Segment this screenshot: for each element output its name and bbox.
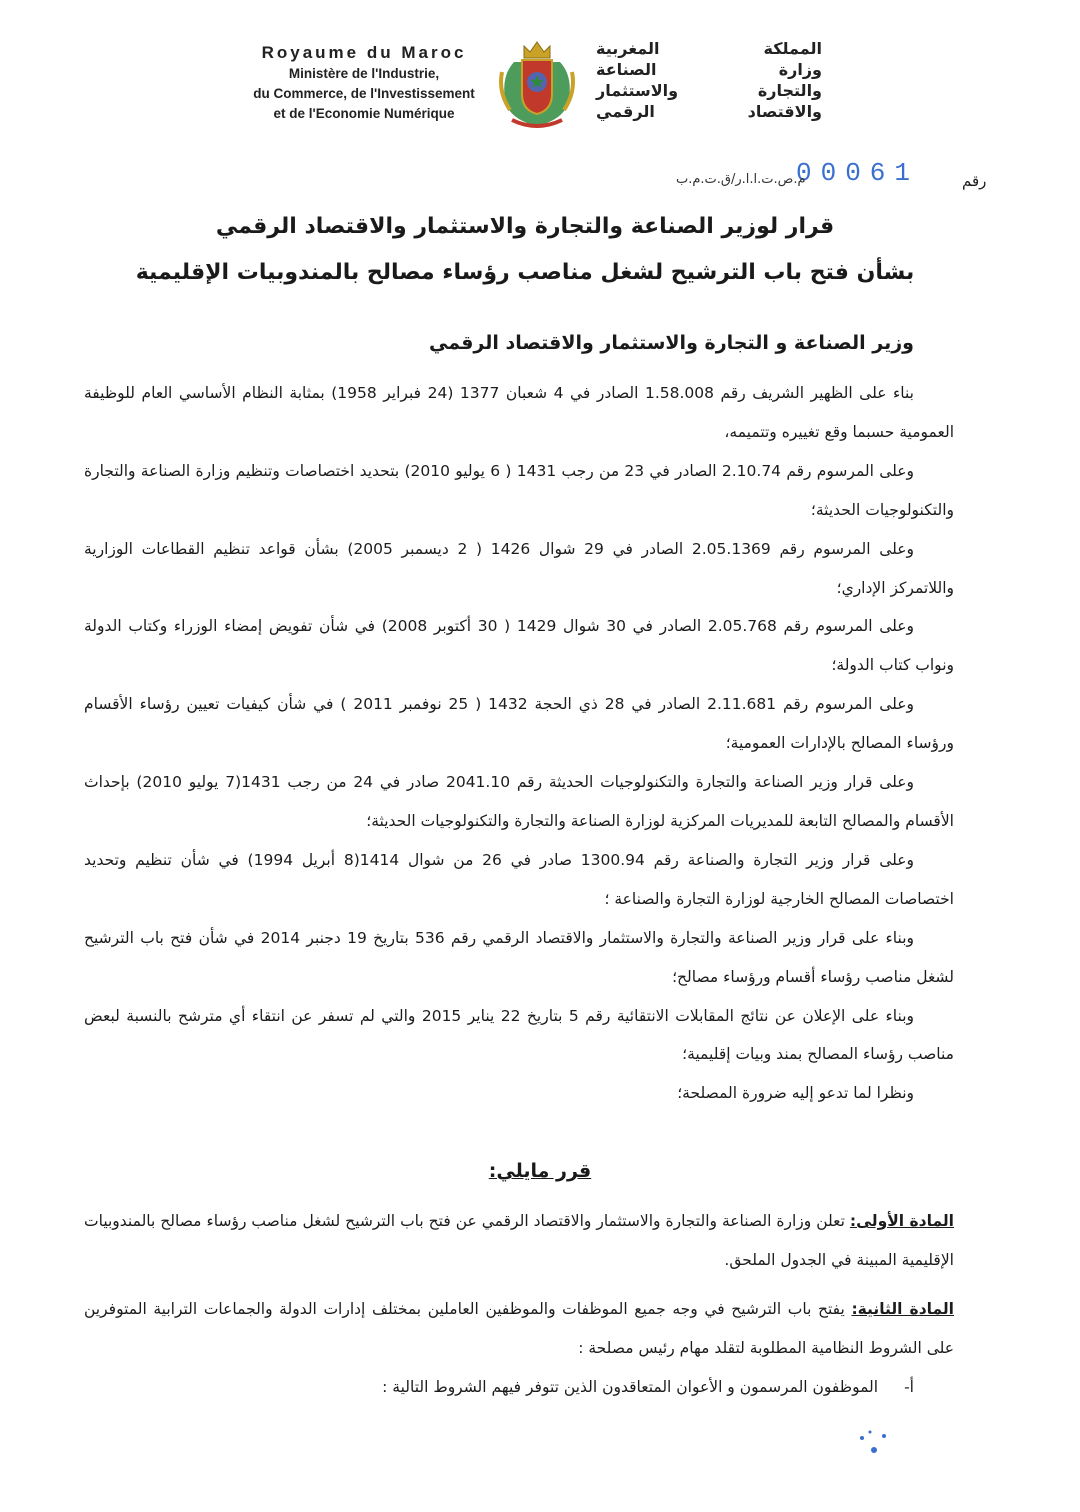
scan-speck-icon [852, 1428, 902, 1468]
preamble-paragraph: وعلى المرسوم رقم 2.05.768 الصادر في 30 شوال 1429 ( 30 أكتوبر 2008) في شأن تفويض إمضاء الوزراء وكتاب الدولة ونواب كتاب الدولة؛ [84, 617, 954, 675]
letterhead-fr-line: Royaume du Maroc [261, 43, 467, 62]
article-label: المادة الثانية: [851, 1299, 954, 1318]
minister-heading: وزير الصناعة و التجارة والاستثمار والاقتصاد الرقمي [429, 332, 914, 354]
letterhead-ar-line: وزارة الصناعة [596, 60, 822, 79]
letterhead-fr-line: Ministère de l'Industrie, [288, 66, 440, 81]
preamble-paragraph: وبناء على الإعلان عن نتائج المقابلات الانتقائية رقم 5 بتاريخ 22 يناير 2015 والتي لم تسفر عن انتقاء أي مترشح بالنسبة لبعض مناصب رؤساء المصالح بمند وبيات إقليمية؛ [84, 1006, 954, 1064]
preamble-paragraph: ونظرا لما تدعو إليه ضرورة المصلحة؛ [677, 1084, 914, 1103]
article-text: يفتح باب الترشيح في وجه جميع الموظفات والموظفين العاملين بمختلف إدارات الدولة والجماعات الترابية المتوفرين على الشروط النظامية المطلوبة لتقلد مهام رئيس مصلحة : [84, 1299, 954, 1357]
preamble-paragraph: وعلى المرسوم رقم 2.10.74 الصادر في 23 من رجب 1431 ( 6 يوليو 2010) بتحديد اختصاصات وتنظيم وزارة الصناعة والتجارة والتكنولوجيات الحديثة؛ [84, 461, 954, 519]
letterhead-fr-line: du Commerce, de l'Investissement [253, 86, 475, 101]
list-item-marker: أ- [904, 1377, 914, 1396]
articles [84, 1202, 954, 1407]
letterhead-ar-line: والتجارة والاستثمار [596, 81, 822, 100]
decree-title-line-1: قرار لوزير الصناعة والتجارة والاستثمار والاقتصاد الرقمي [215, 214, 835, 239]
article [84, 1202, 954, 1280]
decision-heading: قرر مايلي: [488, 1160, 592, 1182]
preamble-paragraph: وبناء على قرار وزير الصناعة والتجارة والاستثمار والاقتصاد الرقمي رقم 536 بتاريخ 19 دجنبر 2014 في شأن فتح باب الترشيح لشغل مناصب رؤساء أقسام ورؤساء مصالح؛ [84, 928, 954, 986]
royal-emblem-icon [492, 32, 582, 132]
letterhead-fr-line: et de l'Economie Numérique [273, 106, 455, 121]
preamble-paragraph: بناء على الظهير الشريف رقم 1.58.008 الصادر في 4 شعبان 1377 (24 فبراير 1958) بمثابة النظام الأساسي العام للوظيفة العمومية حسبما وقع تغييره وتتميمه، [84, 384, 954, 441]
list-item [84, 1368, 954, 1407]
preamble [84, 374, 954, 1113]
letterhead-ar-line: المملكة المغربية [596, 39, 822, 58]
reference-label: رقم [962, 172, 987, 190]
letterhead-french [250, 42, 478, 124]
article [84, 1290, 954, 1368]
preamble-paragraph: وعلى المرسوم رقم 2.11.681 الصادر في 28 ذي الحجة 1432 ( 25 نوفمبر 2011 ) في شأن كيفيات تعيين رؤساء الأقسام ورؤساء المصالح بالإدارات العمومية؛ [84, 695, 954, 753]
decree-title-line-2: بشأن فتح باب الترشيح لشغل مناصب رؤساء مصالح بالمندوبيات الإقليمية [135, 260, 915, 285]
reference-code: م.ص.ت.ا.ا.ر/ق.ت.م.ب [676, 172, 806, 187]
list-item-text: الموظفون المرسمون و الأعوان المتعاقدون الذين تتوفر فيهم الشروط التالية : [382, 1377, 879, 1396]
preamble-paragraph: وعلى قرار وزير الصناعة والتجارة والتكنولوجيات الحديثة رقم 2041.10 صادر في 24 من رجب 1431(7 يوليو 2010) بإحداث الأقسام والمصالح التابعة للمديريات المركزية لوزارة الصناعة والتجارة والتكنولوجيات الحديثة؛ [84, 773, 954, 830]
letterhead-ar-line: والاقتصاد الرقمي [596, 102, 822, 121]
article-text: تعلن وزارة الصناعة والتجارة والاستثمار والاقتصاد الرقمي عن فتح باب الترشيح لشغل مناصب رؤساء مصالح بالمندوبيات الإقليمية المبينة في الجدول الملحق. [84, 1212, 954, 1269]
letterhead-arabic [596, 38, 822, 122]
reference-number-stamp: 00061 [796, 158, 920, 188]
preamble-paragraph: وعلى قرار وزير التجارة والصناعة رقم 1300.94 صادر في 26 من شوال 1414(8 أبريل 1994) في شأن تنظيم وتحديد اختصاصات المصالح الخارجية لوزارة التجارة والصناعة ؛ [84, 850, 954, 908]
article-label: المادة الأولى: [849, 1212, 954, 1230]
preamble-paragraph: وعلى المرسوم رقم 2.05.1369 الصادر في 29 شوال 1426 ( 2 ديسمبر 2005) بشأن قواعد تنظيم القطاعات الوزارية واللاتمركز الإداري؛ [84, 539, 954, 597]
